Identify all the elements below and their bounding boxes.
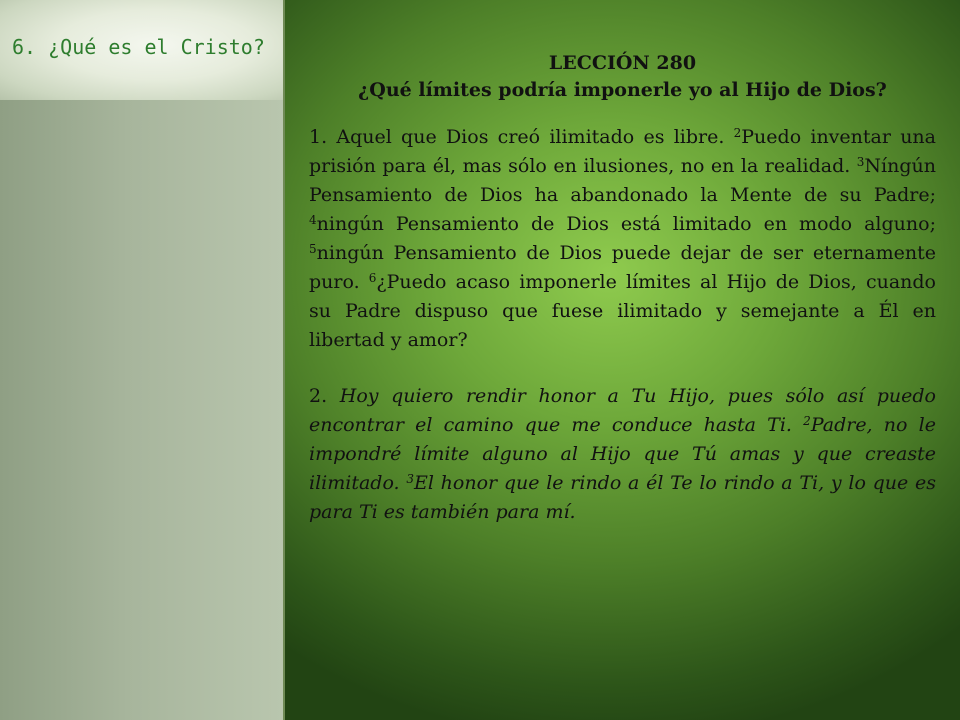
sentence-1: Aquel que Dios creó ilimitado es libre. (336, 126, 734, 148)
prayer-sentence-1: Hoy quiero rendir honor a Tu Hijo, pues sólo así puedo encontrar el camino que me conduce hasta Ti. (309, 385, 936, 436)
verse-number-4: 4 (309, 213, 317, 227)
verse-number-3: 3 (856, 155, 865, 169)
lesson-content (309, 50, 936, 527)
title-box (0, 0, 283, 100)
sentence-4: ningún Pensamiento de Dios está limitado en modo alguno; (316, 213, 936, 235)
paragraph-2-number: 2. (309, 385, 340, 407)
prayer-sentence-3: El honor que le rindo a él Te lo rindo a Ti, y lo que es para Ti es también para mí. (309, 472, 937, 523)
slide-title: 6. ¿Qué es el Cristo? (12, 35, 265, 59)
prayer-sentence-2: Padre, no le impondré límite alguno al Hijo que Tú amas y que creaste ilimitado. (309, 414, 936, 494)
paragraph-1 (309, 123, 936, 355)
left-panel (0, 0, 283, 720)
prayer-verse-number-2: 2 (803, 414, 811, 428)
lesson-heading (309, 50, 936, 104)
verse-number-2: 2 (733, 126, 742, 140)
lesson-number: LECCIÓN 280 (548, 52, 697, 74)
sentence-5: ningún Pensamiento de Dios puede dejar de ser eternamente puro. (309, 242, 936, 293)
lesson-title: ¿Qué límites podría imponerle yo al Hijo de Dios? (358, 79, 887, 101)
verse-number-5: 5 (309, 242, 317, 256)
verse-number-6: 6 (368, 271, 377, 285)
paragraph-2 (309, 382, 936, 527)
main-panel (285, 0, 960, 720)
paragraph-1-number: 1. (309, 126, 337, 148)
sentence-3: Níngún Pensamiento de Dios ha abandonado la Mente de su Padre; (309, 155, 936, 206)
sentence-6: ¿Puedo acaso imponerle límites al Hijo de Dios, cuando su Padre dispuso que fuese ilimitado y semejante a Él en libertad y amor? (309, 271, 936, 351)
sentence-2: Puedo inventar una prisión para él, mas sólo en ilusiones, no en la realidad. (309, 126, 936, 177)
prayer-verse-number-3: 3 (406, 472, 414, 486)
